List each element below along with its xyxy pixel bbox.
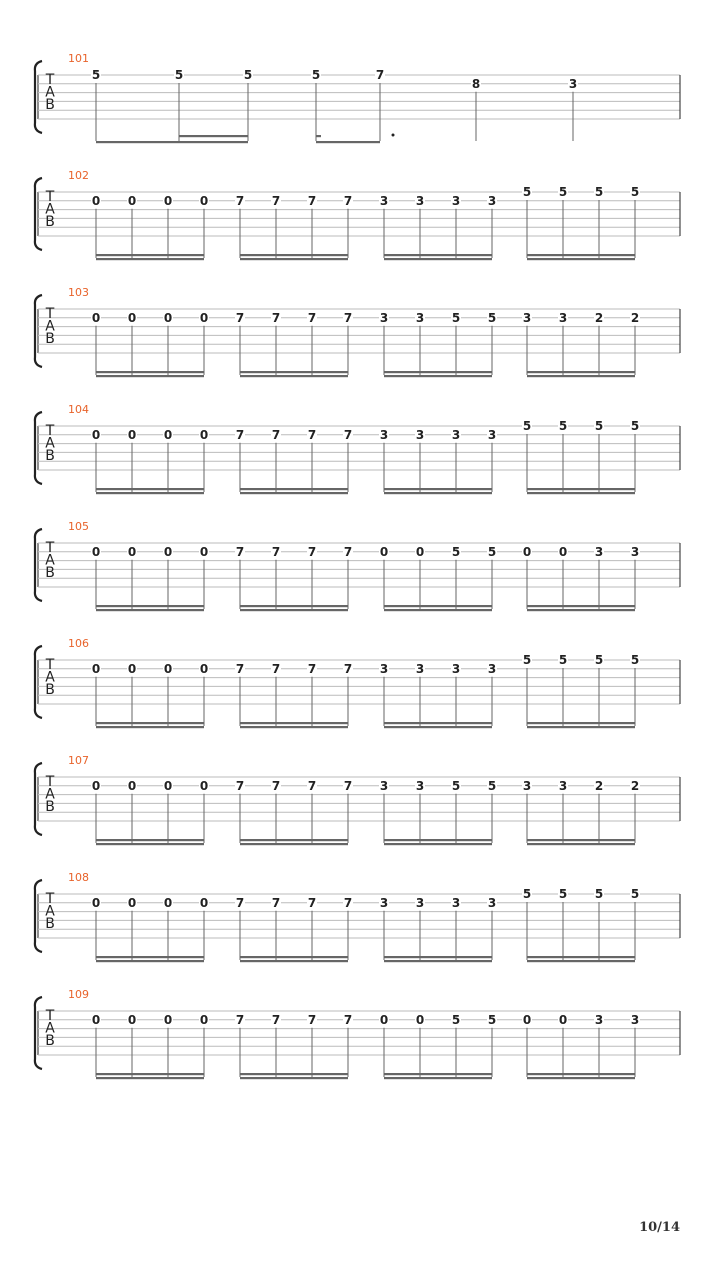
fret-number: 0: [91, 310, 101, 325]
beam-primary: [240, 839, 348, 841]
tab-clef-letter: T: [45, 891, 55, 907]
beam-primary: [240, 956, 348, 958]
fret-number: 3: [379, 778, 389, 793]
fret-number: 5: [558, 653, 568, 667]
fret-number: 0: [91, 193, 101, 208]
tab-clef-letter: T: [45, 1008, 55, 1024]
beam-primary: [384, 371, 492, 373]
fret-number: 5: [91, 68, 101, 82]
fret-number: 7: [343, 895, 353, 910]
fret-number: 0: [163, 193, 173, 208]
fret-number: 5: [451, 544, 461, 559]
fret-number: 0: [127, 778, 137, 793]
tab-clef-letter: A: [45, 435, 55, 452]
beam-secondary: [527, 726, 635, 728]
tab-clef-letter: A: [45, 201, 55, 218]
fret-number: 3: [630, 544, 640, 559]
fret-number: 7: [235, 895, 245, 910]
fret-number: 3: [451, 661, 461, 676]
beam-secondary: [384, 1077, 492, 1079]
fret-number: 0: [163, 544, 173, 559]
fret-number: 3: [415, 661, 425, 676]
fret-number: 0: [127, 193, 137, 208]
fret-number: 5: [558, 419, 568, 433]
beam-primary: [527, 839, 635, 841]
beam-secondary: [527, 960, 635, 962]
fret-number: 7: [343, 193, 353, 208]
tab-clef-letter: A: [45, 84, 55, 101]
beam-primary: [316, 141, 380, 143]
fret-number: 7: [271, 778, 281, 793]
fret-number: 0: [91, 895, 101, 910]
fret-number: 3: [379, 895, 389, 910]
beam-primary: [527, 254, 635, 256]
tab-system: [35, 637, 680, 728]
tab-clef-letter: A: [45, 552, 55, 569]
fret-number: 3: [415, 778, 425, 793]
fret-number: 7: [271, 427, 281, 442]
beam-secondary: [384, 609, 492, 611]
fret-number: 5: [594, 419, 604, 433]
beam-secondary: [96, 1077, 204, 1079]
beam-primary: [96, 254, 204, 256]
fret-number: 7: [271, 544, 281, 559]
beam-secondary: [384, 843, 492, 845]
beam-secondary: [240, 726, 348, 728]
fret-number: 5: [594, 653, 604, 667]
tab-clef-letter: B: [45, 799, 55, 815]
beam-primary: [96, 141, 248, 143]
fret-number: 3: [594, 1012, 604, 1027]
beam-primary: [384, 839, 492, 841]
beam-secondary: [240, 258, 348, 260]
fret-number: 5: [451, 310, 461, 325]
tab-system: [35, 169, 680, 260]
fret-number: 0: [199, 661, 209, 676]
fret-number: 0: [415, 544, 425, 559]
fret-number: 0: [91, 778, 101, 793]
fret-number: 0: [127, 427, 137, 442]
page-number: 10/14: [639, 1220, 680, 1235]
beam-primary: [240, 371, 348, 373]
fret-number: 0: [199, 895, 209, 910]
fret-number: 2: [630, 310, 640, 325]
beam-primary: [240, 254, 348, 256]
tab-system: [35, 871, 680, 962]
tab-clef-letter: B: [45, 682, 55, 698]
fret-number: 7: [375, 68, 385, 82]
fret-number: 3: [379, 310, 389, 325]
tab-clef-letter: B: [45, 331, 55, 347]
beam-secondary: [96, 492, 204, 494]
beam-secondary: [240, 843, 348, 845]
fret-number: 0: [199, 310, 209, 325]
fret-number: 5: [522, 887, 532, 901]
beam-primary: [96, 371, 204, 373]
beam-primary: [384, 1073, 492, 1075]
fret-number: 7: [307, 895, 317, 910]
fret-number: 5: [522, 185, 532, 199]
beam-secondary: [384, 960, 492, 962]
fret-number: 3: [487, 661, 497, 676]
fret-number: 5: [630, 185, 640, 199]
beam-secondary: [527, 375, 635, 377]
measure-number: 102: [68, 169, 89, 182]
beam-secondary: [527, 1077, 635, 1079]
beam-secondary: [527, 258, 635, 260]
fret-number: 5: [594, 887, 604, 901]
beam-primary: [527, 605, 635, 607]
fret-number: 0: [163, 895, 173, 910]
fret-number: 2: [594, 310, 604, 325]
fret-number: 5: [174, 68, 184, 82]
tab-clef-letter: T: [45, 774, 55, 790]
beam-primary: [96, 605, 204, 607]
fret-number: 7: [343, 1012, 353, 1027]
beam-secondary: [179, 135, 248, 137]
measure-number: 105: [68, 520, 89, 533]
fret-number: 3: [379, 427, 389, 442]
fret-number: 3: [487, 895, 497, 910]
beam-primary: [240, 488, 348, 490]
fret-number: 2: [630, 778, 640, 793]
fret-number: 5: [451, 1012, 461, 1027]
measure-number: 104: [68, 403, 89, 416]
fret-number: 0: [199, 193, 209, 208]
fret-number: 3: [594, 544, 604, 559]
fret-number: 0: [127, 544, 137, 559]
beam-primary: [240, 605, 348, 607]
fret-number: 5: [522, 419, 532, 433]
beam-primary: [96, 956, 204, 958]
fret-number: 3: [451, 427, 461, 442]
tab-clef-letter: A: [45, 669, 55, 686]
beam-secondary: [384, 375, 492, 377]
fret-number: 7: [343, 544, 353, 559]
tab-clef-letter: A: [45, 786, 55, 803]
beam-secondary: [96, 375, 204, 377]
fret-number: 3: [558, 310, 568, 325]
tab-clef-letter: T: [45, 306, 55, 322]
beam-primary: [527, 956, 635, 958]
fret-number: 5: [594, 185, 604, 199]
fret-number: 0: [163, 310, 173, 325]
fret-number: 0: [558, 1012, 568, 1027]
fret-number: 0: [163, 661, 173, 676]
tab-clef-letter: T: [45, 657, 55, 673]
fret-number: 0: [91, 427, 101, 442]
fret-number: 3: [415, 427, 425, 442]
fret-number: 7: [235, 778, 245, 793]
fret-number: 7: [271, 1012, 281, 1027]
fret-number: 3: [522, 310, 532, 325]
beam-primary: [384, 488, 492, 490]
fret-number: 7: [343, 427, 353, 442]
fret-number: 0: [199, 544, 209, 559]
tab-clef-letter: T: [45, 423, 55, 439]
tab-system: [35, 403, 680, 494]
fret-number: 5: [451, 778, 461, 793]
tab-system: [35, 988, 680, 1079]
fret-number: 3: [415, 193, 425, 208]
fret-number: 7: [307, 544, 317, 559]
beam-secondary: [240, 609, 348, 611]
measure-number: 103: [68, 286, 89, 299]
fret-number: 0: [127, 310, 137, 325]
tab-clef-letter: A: [45, 318, 55, 335]
tab-clef-letter: B: [45, 448, 55, 464]
beam-secondary: [96, 609, 204, 611]
fret-number: 5: [487, 544, 497, 559]
tab-clef-letter: B: [45, 1033, 55, 1049]
fret-number: 3: [451, 895, 461, 910]
beam-primary: [96, 839, 204, 841]
fret-number: 3: [379, 661, 389, 676]
fret-number: 7: [271, 661, 281, 676]
beam-primary: [96, 1073, 204, 1075]
measure-number: 107: [68, 754, 89, 767]
beam-secondary: [96, 960, 204, 962]
beam-secondary: [96, 726, 204, 728]
beam-primary: [96, 722, 204, 724]
tab-clef-letter: B: [45, 214, 55, 230]
fret-number: 0: [91, 544, 101, 559]
fret-number: 7: [271, 895, 281, 910]
fret-number: 5: [243, 68, 253, 82]
fret-number: 7: [343, 778, 353, 793]
beam-primary: [384, 956, 492, 958]
beam-primary: [384, 254, 492, 256]
beam-secondary: [240, 492, 348, 494]
fret-number: 0: [522, 544, 532, 559]
fret-number: 7: [235, 310, 245, 325]
tab-clef-letter: T: [45, 189, 55, 205]
fret-number: 3: [487, 193, 497, 208]
fret-number: 7: [271, 310, 281, 325]
fret-number: 7: [343, 661, 353, 676]
beam-secondary: [96, 258, 204, 260]
fret-number: 0: [91, 661, 101, 676]
fret-number: 3: [568, 76, 578, 91]
fret-number: 3: [487, 427, 497, 442]
fret-number: 7: [235, 193, 245, 208]
measure-number: 109: [68, 988, 89, 1001]
beam-primary: [384, 605, 492, 607]
beam-primary: [96, 488, 204, 490]
fret-number: 7: [307, 427, 317, 442]
fret-number: 0: [163, 778, 173, 793]
fret-number: 0: [522, 1012, 532, 1027]
beam-secondary: [96, 843, 204, 845]
tab-clef-letter: A: [45, 1020, 55, 1037]
fret-number: 5: [487, 778, 497, 793]
tab-system: [35, 286, 680, 377]
tab-clef-letter: B: [45, 565, 55, 581]
fret-number: 8: [471, 76, 481, 91]
tab-system: [35, 520, 680, 611]
fret-number: 7: [307, 661, 317, 676]
fret-number: 5: [522, 653, 532, 667]
fret-number: 7: [235, 661, 245, 676]
fret-number: 7: [343, 310, 353, 325]
beam-secondary: [384, 492, 492, 494]
fret-number: 3: [630, 1012, 640, 1027]
beam-secondary: [384, 258, 492, 260]
beam-secondary: [527, 843, 635, 845]
measure-number: 108: [68, 871, 89, 884]
fret-number: 0: [199, 778, 209, 793]
fret-number: 7: [271, 193, 281, 208]
beam-secondary: [240, 960, 348, 962]
beam-primary: [240, 722, 348, 724]
dot: [392, 134, 395, 137]
fret-number: 2: [594, 778, 604, 793]
beam-primary: [527, 1073, 635, 1075]
fret-number: 0: [91, 1012, 101, 1027]
fret-number: 5: [311, 68, 321, 82]
measure-number: 106: [68, 637, 89, 650]
fret-number: 5: [558, 185, 568, 199]
fret-number: 0: [127, 1012, 137, 1027]
fret-number: 5: [558, 887, 568, 901]
tab-system: [35, 754, 680, 845]
tab-clef-letter: T: [45, 72, 55, 88]
fret-number: 0: [558, 544, 568, 559]
fret-number: 0: [379, 544, 389, 559]
tab-clef-letter: B: [45, 916, 55, 932]
fret-number: 3: [522, 778, 532, 793]
fret-number: 3: [379, 193, 389, 208]
beam-stub: [316, 135, 321, 137]
tab-system: [35, 52, 680, 143]
beam-primary: [527, 488, 635, 490]
fret-number: 0: [199, 427, 209, 442]
tab-clef-letter: B: [45, 97, 55, 113]
fret-number: 5: [487, 1012, 497, 1027]
fret-number: 7: [235, 1012, 245, 1027]
beam-primary: [240, 1073, 348, 1075]
fret-number: 3: [415, 310, 425, 325]
fret-number: 0: [163, 427, 173, 442]
fret-number: 7: [235, 427, 245, 442]
beam-primary: [527, 371, 635, 373]
fret-number: 7: [307, 778, 317, 793]
fret-number: 7: [307, 1012, 317, 1027]
beam-secondary: [384, 726, 492, 728]
fret-number: 5: [630, 887, 640, 901]
fret-number: 5: [630, 419, 640, 433]
beam-secondary: [240, 1077, 348, 1079]
tab-clef-letter: A: [45, 903, 55, 920]
beam-secondary: [240, 375, 348, 377]
fret-number: 5: [630, 653, 640, 667]
beam-secondary: [527, 609, 635, 611]
fret-number: 0: [415, 1012, 425, 1027]
fret-number: 3: [558, 778, 568, 793]
fret-number: 0: [127, 895, 137, 910]
fret-number: 5: [487, 310, 497, 325]
tab-clef-letter: T: [45, 540, 55, 556]
measure-number: 101: [68, 52, 89, 65]
fret-number: 0: [127, 661, 137, 676]
fret-number: 3: [415, 895, 425, 910]
beam-primary: [527, 722, 635, 724]
fret-number: 7: [235, 544, 245, 559]
fret-number: 0: [379, 1012, 389, 1027]
fret-number: 7: [307, 310, 317, 325]
fret-number: 3: [451, 193, 461, 208]
beam-secondary: [527, 492, 635, 494]
fret-number: 0: [163, 1012, 173, 1027]
fret-number: 0: [199, 1012, 209, 1027]
beam-primary: [384, 722, 492, 724]
fret-number: 7: [307, 193, 317, 208]
